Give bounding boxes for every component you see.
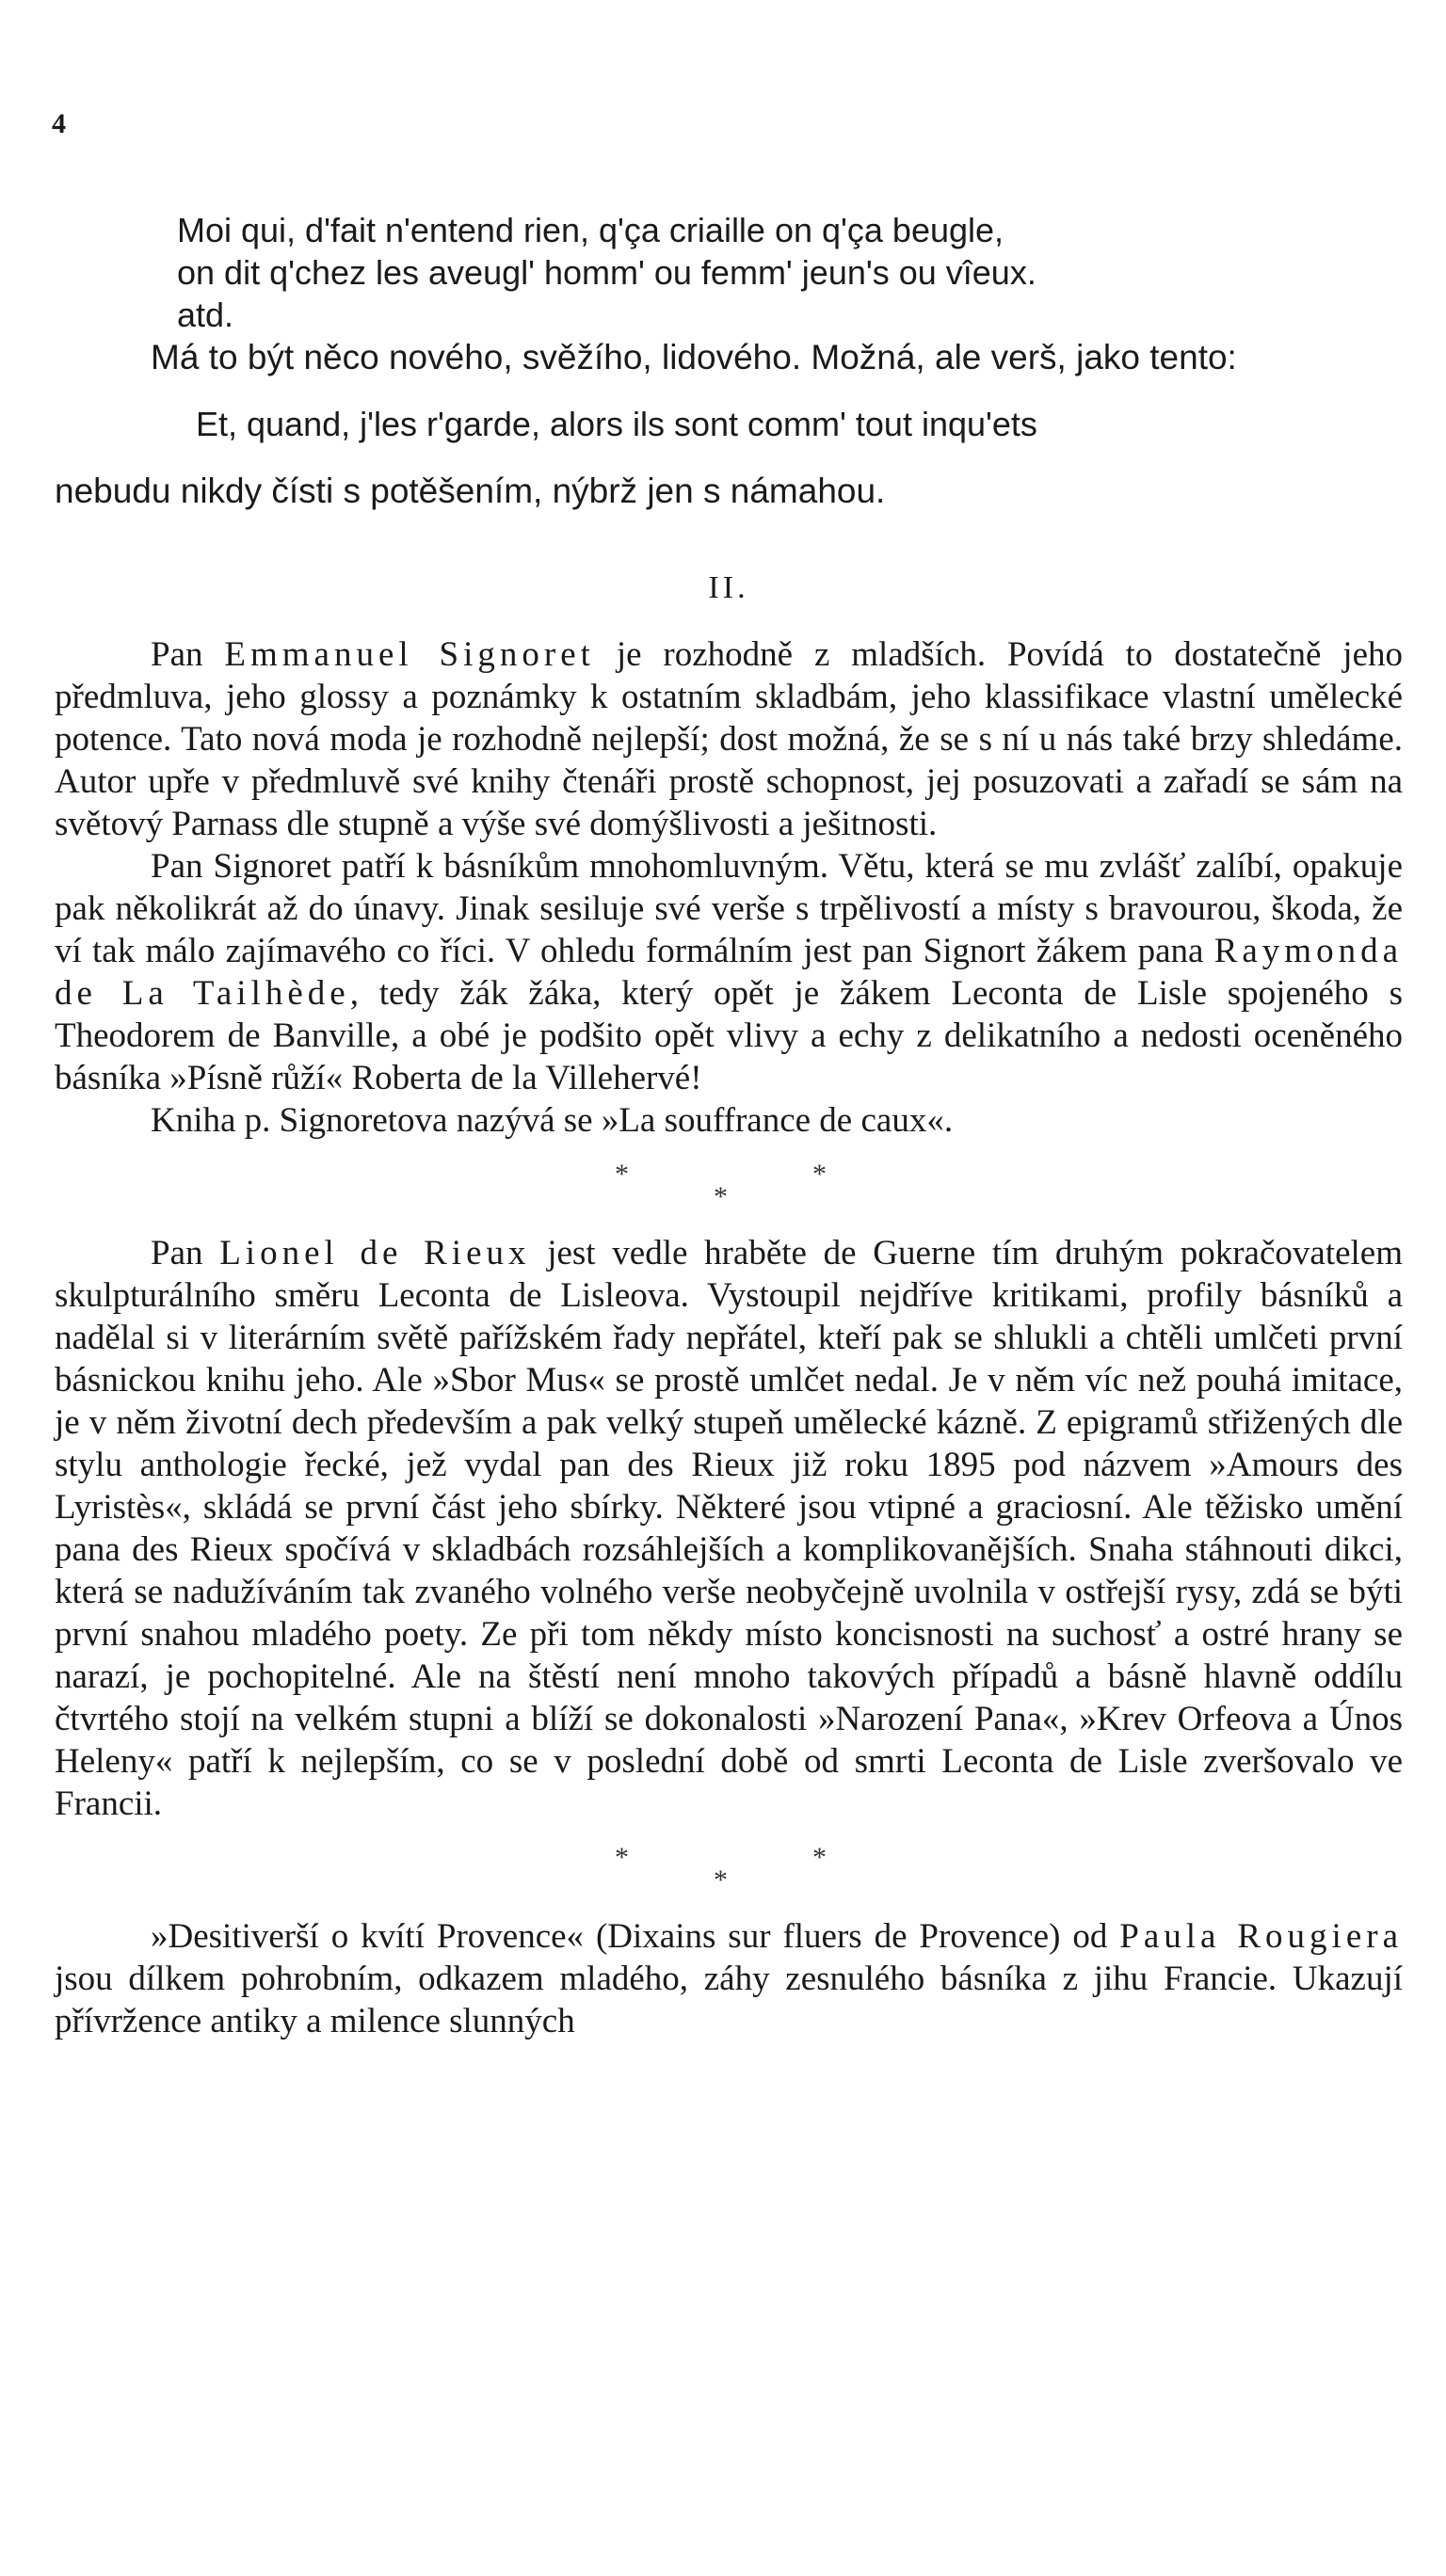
- paragraph-signoret-1: [55, 633, 1403, 845]
- asterisk: *: [714, 1864, 728, 1896]
- section-heading: II.: [708, 570, 749, 605]
- verse-line: Moi qui, d'fait n'entend rien, q'ça criaille on q'ça beugle,: [177, 211, 1004, 249]
- author-name-rougier: Paula Rougiera: [1119, 1917, 1404, 1956]
- verse-block: [177, 209, 1403, 336]
- paragraph-rougier: [55, 1915, 1403, 2042]
- paragraph-text: , tedy žák žáka, který opět je žákem Leconta de Lisle spojeného s Theodorem de Banville, a obé je podšito opět vlivy a echy z delikatního a nedosti oceněného básníka »Písně růží« Roberta de la Villehervé!: [55, 974, 1404, 1097]
- paragraph-text: jsou dílkem pohrobním, odkazem mladého, záhy zesnulého básníka z jihu Francie. Ukazují přívržence antiky a milence slunných: [55, 1960, 1403, 2040]
- word-pan: Pan: [151, 1234, 203, 1272]
- asterisk: *: [812, 1842, 827, 1873]
- paragraph-text: »Desitiverší o kvítí Provence« (Dixains sur fluers de Provence) od: [151, 1917, 1108, 1956]
- author-name-signoret: Emmanuel Signoret: [224, 635, 595, 674]
- verse-line: atd.: [177, 296, 234, 334]
- paragraph-after-verse: nebudu nikdy čísti s potěšením, nýbrž jen s námahou.: [55, 472, 886, 510]
- asterisk: *: [615, 1159, 629, 1190]
- author-name-rieux: Lionel de Rieux: [219, 1234, 531, 1272]
- verse-line: on dit q'chez les aveugl' homm' ou femm' jeun's ou vîeux.: [177, 253, 1036, 292]
- asterisk: *: [615, 1842, 629, 1873]
- word-pan: Pan: [151, 635, 203, 674]
- author-name-tailhede: Raymonda de La Tailhède: [55, 932, 1403, 1013]
- paragraph-rieux: [55, 1232, 1403, 1825]
- asterisk: *: [812, 1159, 827, 1190]
- paragraph-intro: Má to být něco nového, svěžího, lidového. Možná, ale verš, jako tento:: [151, 338, 1237, 376]
- paragraph-text: jest vedle hraběte de Guerne tím druhým pokračovatelem skulpturálního směru Leconta de Lisleova. Vystoupil nejdříve kritikami, profily básníků a nadělal si v literárním světě pařížském řady nepřátel, kteří pak se shlukli a chtěli umlčeti první básnickou knihu jeho. Ale »Sbor Mus« se prostě umlčet nedal. Je v něm víc než pouhá imitace, je v něm životní dech především a pak velký stupeň umělecké kázně. Z epigramů střižených dle stylu anthologie řecké, jež vydal pan des Rieux již roku 1895 pod názvem »Amours des Lyristès«, skládá se první část jeho sbírky. Některé jsou vtipné a graciosní. Ale těžisko umění pana des Rieux spočívá v skladbách rozsáhlejších a komplikovanějších. Snaha stáhnouti dikci, která se nadužíváním tak zvaného volného verše neobyčejně uvolnila v ostřejší rysy, zdá se býti první snahou mladého poety. Ze při tom někdy místo koncisnosti na suchosť a ostré hrany se narazí, je pochopitelné. Ale na štěstí není mnoho takových případů a básně hlavně oddílu čtvrtého stojí na velkém stupni a blíží se dokonalosti »Narození Pana«, »Krev Orfeova a Únos Heleny« patří k nejlepším, co se v poslední době od smrti Leconta de Lisle zveršovalo ve Francii.: [55, 1234, 1404, 1823]
- paragraph-signoret-3: Kniha p. Signoretova nazývá se »La souffrance de caux«.: [151, 1101, 954, 1140]
- paragraph-text: Pan Signoret patří k básníkům mnohomluvným. Větu, která se mu zvlášť zalíbí, opakuje pak několikrát až do únavy. Jinak sesiluje své verše s trpělivostí a místy s bravourou, škoda, že ví tak málo zajímavého co říci. V ohledu formálním jest pan Signort žákem pana: [55, 847, 1403, 970]
- paragraph-text: je rozhodně z mladších. Povídá to dostatečně jeho předmluva, jeho glossy a poznámky k ostatním skladbám, jeho klassifikace vlastní umělecké potence. Tato nová moda je rozhodně nejlepší; dost možná, že se s ní u nás také brzy shledáme. Autor upře v předmluvě své knihy čtenáři prostě schopnost, jej posuzovati a zařadí se sám na světový Parnass dle stupně a výše své domýšlivosti a ješitnosti.: [55, 635, 1404, 843]
- paragraph-signoret-2: [55, 845, 1403, 1099]
- asterism-separator: [55, 1153, 1403, 1219]
- asterisk: *: [714, 1181, 728, 1212]
- asterism-separator: [55, 1836, 1403, 1902]
- page-number: 4: [52, 108, 66, 139]
- page-body: [55, 209, 1403, 2042]
- verse-example: Et, quand, j'les r'garde, alors ils sont comm' tout inqu'ets: [196, 405, 1037, 443]
